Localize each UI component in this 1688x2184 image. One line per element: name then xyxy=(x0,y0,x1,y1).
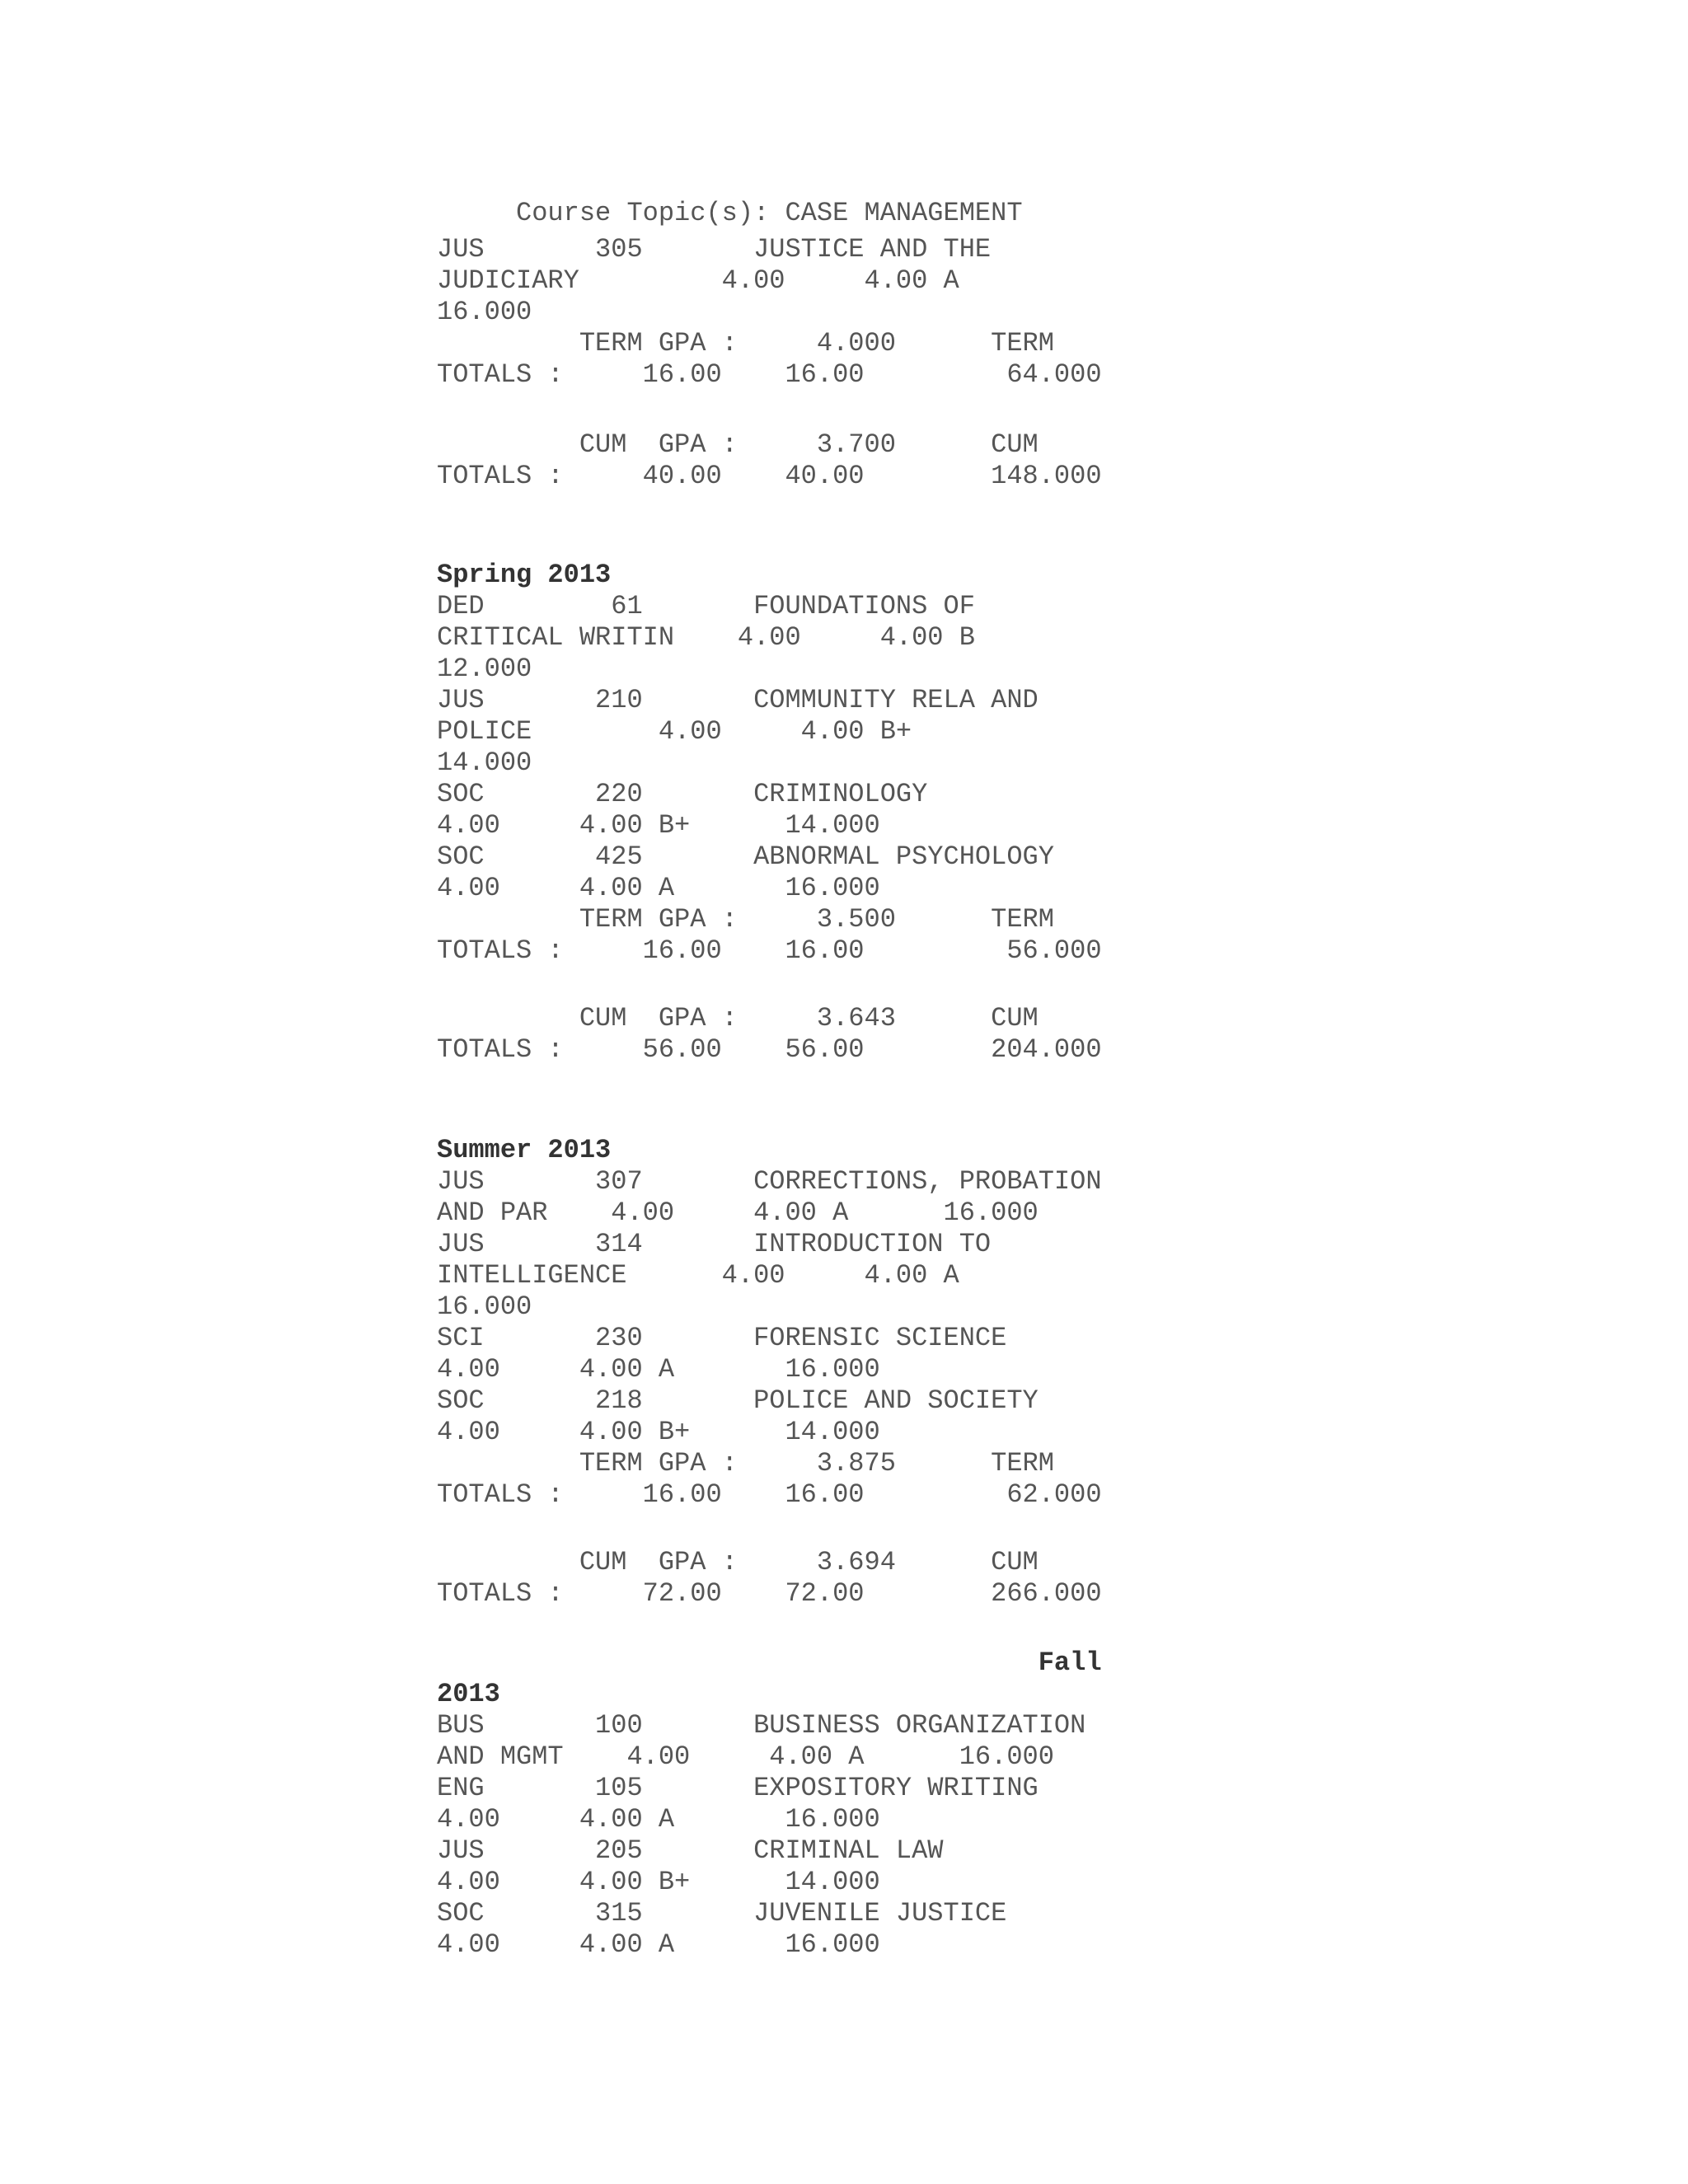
term-gpa-line: TERM GPA : 4.000 TERM xyxy=(437,328,1054,359)
course-line: AND MGMT 4.00 4.00 A 16.000 xyxy=(437,1741,1054,1772)
term-totals-line: TOTALS : 16.00 16.00 62.000 xyxy=(437,1479,1102,1510)
course-line: SOC 218 POLICE AND SOCIETY xyxy=(437,1385,1039,1416)
course-line: JUS 210 COMMUNITY RELA AND xyxy=(437,685,1039,715)
course-line: 16.000 xyxy=(437,297,532,327)
course-line: POLICE 4.00 4.00 B+ xyxy=(437,716,912,747)
course-line: 4.00 4.00 A 16.000 xyxy=(437,1804,880,1835)
term-gpa-line: TERM GPA : 3.875 TERM xyxy=(437,1448,1054,1479)
course-line: BUS 100 BUSINESS ORGANIZATION xyxy=(437,1710,1086,1741)
course-line: SOC 315 JUVENILE JUSTICE xyxy=(437,1898,1007,1929)
course-line: JUS 305 JUSTICE AND THE xyxy=(437,234,992,265)
course-line: SCI 230 FORENSIC SCIENCE xyxy=(437,1323,1007,1353)
course-line: 16.000 xyxy=(437,1291,532,1322)
term-heading: Summer 2013 xyxy=(437,1135,612,1165)
course-line: SOC 220 CRIMINOLOGY xyxy=(437,779,928,809)
course-line: INTELLIGENCE 4.00 4.00 A xyxy=(437,1260,959,1291)
course-line: 4.00 4.00 B+ 14.000 xyxy=(437,1867,880,1897)
course-line: 14.000 xyxy=(437,748,532,778)
course-line: JUDICIARY 4.00 4.00 A xyxy=(437,265,959,296)
course-line: 12.000 xyxy=(437,654,532,684)
term-totals-line: TOTALS : 16.00 16.00 56.000 xyxy=(437,935,1102,966)
course-line: 4.00 4.00 B+ 14.000 xyxy=(437,1417,880,1447)
term-heading: Spring 2013 xyxy=(437,560,612,590)
cum-gpa-line: CUM GPA : 3.694 CUM xyxy=(437,1547,1039,1577)
cum-gpa-line: CUM GPA : 3.700 CUM xyxy=(437,429,1039,460)
course-line: AND PAR 4.00 4.00 A 16.000 xyxy=(437,1197,1039,1228)
term-heading: 2013 xyxy=(437,1679,500,1709)
course-line: JUS 307 CORRECTIONS, PROBATION xyxy=(437,1166,1102,1197)
course-line: CRITICAL WRITIN 4.00 4.00 B xyxy=(437,622,975,653)
course-line: JUS 314 INTRODUCTION TO xyxy=(437,1229,992,1259)
course-line: 4.00 4.00 A 16.000 xyxy=(437,873,880,903)
course-topic-line: Course Topic(s): CASE MANAGEMENT xyxy=(437,198,1023,228)
course-line: 4.00 4.00 B+ 14.000 xyxy=(437,810,880,841)
term-gpa-line: TERM GPA : 3.500 TERM xyxy=(437,904,1054,935)
course-line: 4.00 4.00 A 16.000 xyxy=(437,1929,880,1960)
course-line: 4.00 4.00 A 16.000 xyxy=(437,1354,880,1385)
cum-totals-line: TOTALS : 56.00 56.00 204.000 xyxy=(437,1034,1102,1065)
cum-gpa-line: CUM GPA : 3.643 CUM xyxy=(437,1003,1039,1033)
cum-totals-line: TOTALS : 40.00 40.00 148.000 xyxy=(437,461,1102,491)
term-heading: Fall xyxy=(437,1647,1102,1678)
term-totals-line: TOTALS : 16.00 16.00 64.000 xyxy=(437,359,1102,390)
course-line: SOC 425 ABNORMAL PSYCHOLOGY xyxy=(437,841,1054,872)
course-line: ENG 105 EXPOSITORY WRITING xyxy=(437,1773,1039,1803)
course-line: DED 61 FOUNDATIONS OF xyxy=(437,591,975,621)
course-line: JUS 205 CRIMINAL LAW xyxy=(437,1835,944,1866)
cum-totals-line: TOTALS : 72.00 72.00 266.000 xyxy=(437,1578,1102,1609)
